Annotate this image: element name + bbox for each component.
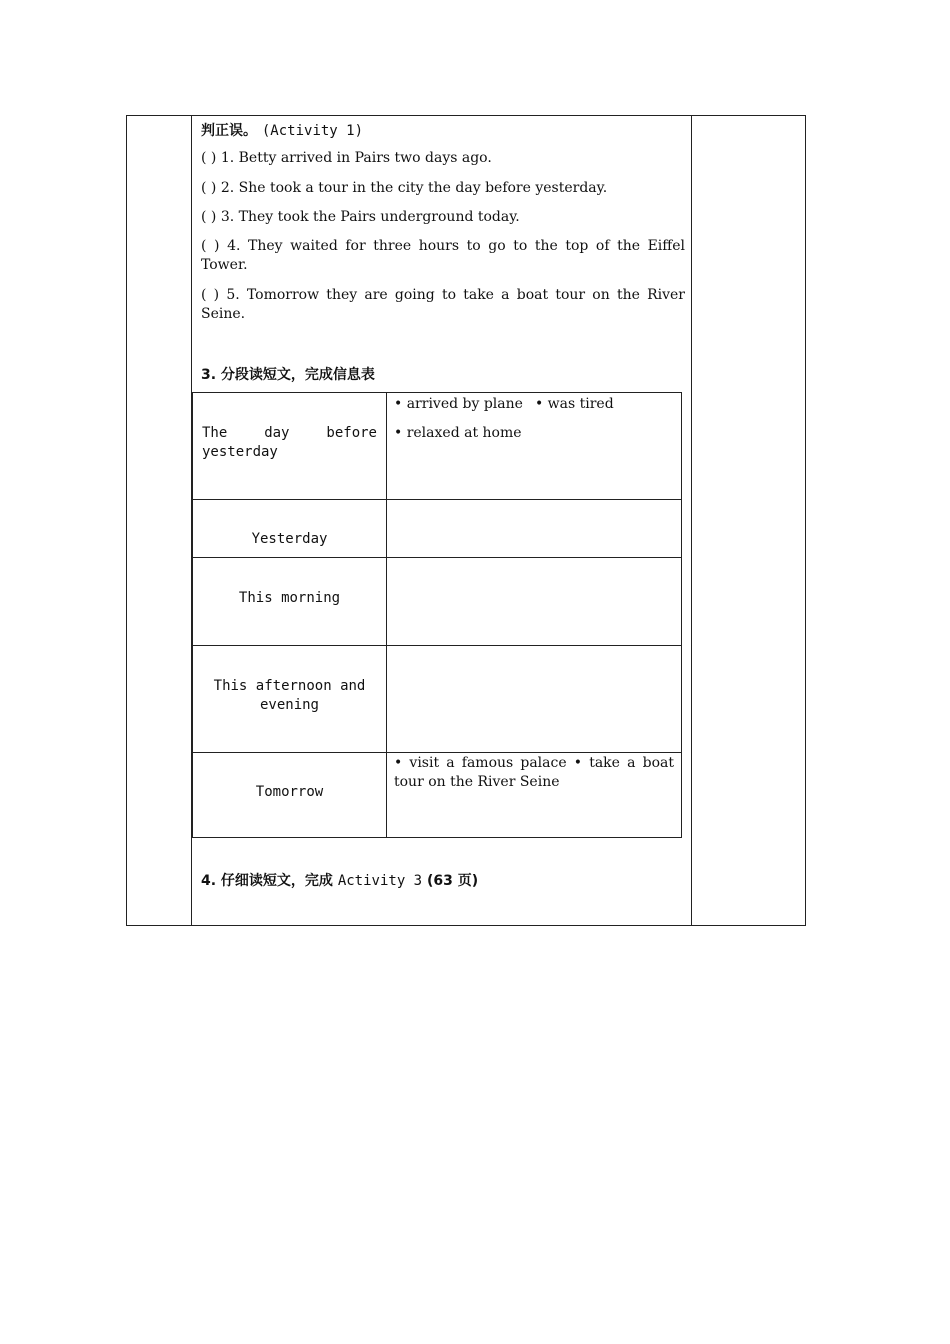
section-4-heading-page: (63 页) [426,873,479,889]
row-divider [193,499,681,500]
note-item: • arrived by plane [394,396,523,412]
true-false-heading-activity: (Activity 1) [261,123,364,139]
statement-1: ( ) 1. Betty arrived in Pairs two days ago. [201,150,492,166]
section-4-heading-cn: 4. 仔细读短文，完成 [201,873,333,889]
lesson-table [126,115,806,926]
statement-4: ( ) 4. They waited for three hours to go to the top of the Eiffel Tower. [201,238,685,273]
note-item: • relaxed at home [394,425,522,441]
true-false-heading [201,120,363,140]
statement-5: ( ) 5. Tomorrow they are going to take a boat tour on the River Seine. [201,287,685,322]
section-3-heading: 3. 分段读短文，完成信息表 [201,367,375,383]
statement-2: ( ) 2. She took a tour in the city the day before yesterday. [201,180,608,196]
section-4-heading-activity: Activity 3 [337,873,423,889]
column-divider-right [691,116,692,925]
row-notes-tomorrow: • visit a famous palace • take a boat tour on the River Seine [394,755,674,790]
row-notes-day-before-yesterday [394,395,674,443]
row-label-yesterday: Yesterday [251,531,328,547]
row-label-afternoon-evening: This afternoon and evening [213,678,366,713]
section-4-heading [201,870,478,890]
row-label-tomorrow: Tomorrow [255,784,324,800]
statement-3: ( ) 3. They took the Pairs underground today. [201,209,520,225]
row-divider [193,752,681,753]
note-item: • was tired [534,396,614,412]
row-label-this-morning: This morning [238,590,341,606]
info-table-column-divider [386,393,387,837]
row-label-day-before-yesterday: The day before yesterday [202,425,377,460]
row-divider [193,645,681,646]
info-table [192,392,682,838]
row-divider [193,557,681,558]
true-false-heading-cn: 判正误。 [201,123,257,139]
